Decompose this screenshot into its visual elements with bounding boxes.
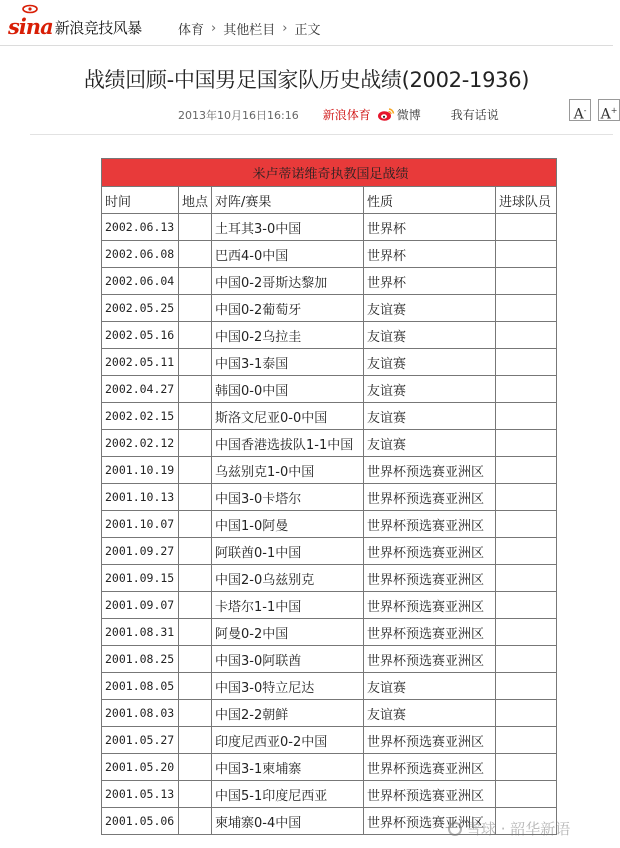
results-table [101, 158, 557, 835]
table-row [102, 430, 557, 457]
font-increase-button[interactable]: A+ [598, 99, 620, 121]
match-cell: 土耳其3-0中国 [212, 214, 364, 241]
type-cell: 世界杯预选赛亚洲区 [364, 754, 496, 781]
date-cell: 2001.08.25 [102, 646, 179, 673]
date-cell: 2001.09.07 [102, 592, 179, 619]
venue-cell [179, 295, 212, 322]
table-row [102, 565, 557, 592]
match-cell: 中国3-0卡塔尔 [212, 484, 364, 511]
date-cell: 2001.08.31 [102, 619, 179, 646]
type-cell: 世界杯 [364, 268, 496, 295]
header-divider [0, 45, 613, 46]
table-row [102, 538, 557, 565]
table-row [102, 268, 557, 295]
date-cell: 2002.02.15 [102, 403, 179, 430]
match-cell: 中国1-0阿曼 [212, 511, 364, 538]
type-cell: 世界杯预选赛亚洲区 [364, 646, 496, 673]
header-date: 时间 [102, 187, 179, 214]
match-cell: 中国2-0乌兹别克 [212, 565, 364, 592]
match-cell: 中国2-2朝鲜 [212, 700, 364, 727]
match-cell: 乌兹别克1-0中国 [212, 457, 364, 484]
scorers-cell [496, 727, 557, 754]
venue-cell [179, 700, 212, 727]
source-link[interactable]: 新浪体育 [322, 108, 371, 122]
table-row [102, 754, 557, 781]
breadcrumb-item-article: 正文 [294, 23, 321, 38]
match-cell: 斯洛文尼亚0-0中国 [212, 403, 364, 430]
date-cell: 2001.05.13 [102, 781, 179, 808]
scorers-cell [496, 214, 557, 241]
match-cell: 巴西4-0中国 [212, 241, 364, 268]
match-cell: 柬埔寨0-4中国 [212, 808, 364, 835]
table-row [102, 403, 557, 430]
scorers-cell [496, 592, 557, 619]
match-cell: 中国0-2葡萄牙 [212, 295, 364, 322]
table-row [102, 376, 557, 403]
header-type: 性质 [364, 187, 496, 214]
date-cell: 2002.06.08 [102, 241, 179, 268]
date-cell: 2001.05.06 [102, 808, 179, 835]
weibo-icon [377, 107, 395, 122]
type-cell: 世界杯预选赛亚洲区 [364, 484, 496, 511]
table-row [102, 214, 557, 241]
scorers-cell [496, 700, 557, 727]
venue-cell [179, 457, 212, 484]
type-cell: 世界杯预选赛亚洲区 [364, 565, 496, 592]
date-cell: 2002.05.25 [102, 295, 179, 322]
scorers-cell [496, 565, 557, 592]
table-row [102, 484, 557, 511]
scorers-cell [496, 538, 557, 565]
table-row [102, 295, 557, 322]
table-header-row [102, 187, 557, 214]
scorers-cell [496, 511, 557, 538]
venue-cell [179, 754, 212, 781]
type-cell: 世界杯预选赛亚洲区 [364, 727, 496, 754]
chevron-right-icon: › [282, 21, 288, 36]
venue-cell [179, 781, 212, 808]
match-cell: 中国0-2乌拉圭 [212, 322, 364, 349]
match-cell: 韩国0-0中国 [212, 376, 364, 403]
table-row [102, 727, 557, 754]
watermark [448, 818, 570, 839]
weibo-label: 微博 [396, 108, 421, 122]
date-cell: 2002.06.04 [102, 268, 179, 295]
match-cell: 卡塔尔1-1中国 [212, 592, 364, 619]
type-cell: 友谊赛 [364, 322, 496, 349]
date-cell: 2002.06.13 [102, 214, 179, 241]
date-cell: 2002.02.12 [102, 430, 179, 457]
scorers-cell [496, 322, 557, 349]
venue-cell [179, 808, 212, 835]
venue-cell [179, 268, 212, 295]
weibo-link[interactable] [377, 106, 421, 123]
venue-cell [179, 511, 212, 538]
type-cell: 友谊赛 [364, 403, 496, 430]
venue-cell [179, 592, 212, 619]
meta-divider [30, 134, 613, 135]
match-cell: 中国3-0特立尼达 [212, 673, 364, 700]
date-cell: 2002.05.16 [102, 322, 179, 349]
header-venue: 地点 [179, 187, 212, 214]
type-cell: 世界杯预选赛亚洲区 [364, 808, 496, 835]
scorers-cell [496, 268, 557, 295]
scorers-cell [496, 754, 557, 781]
table-row [102, 592, 557, 619]
scorers-cell [496, 430, 557, 457]
scorers-cell [496, 781, 557, 808]
table-row [102, 511, 557, 538]
match-cell: 印度尼西亚0-2中国 [212, 727, 364, 754]
font-decrease-label: A [573, 106, 584, 123]
date-cell: 2001.08.05 [102, 673, 179, 700]
date-cell: 2001.05.27 [102, 727, 179, 754]
font-decrease-button[interactable]: A- [569, 99, 591, 121]
header-scorers: 进球队员 [496, 187, 557, 214]
match-cell: 中国0-2哥斯达黎加 [212, 268, 364, 295]
type-cell: 世界杯预选赛亚洲区 [364, 592, 496, 619]
scorers-cell [496, 646, 557, 673]
scorers-cell [496, 241, 557, 268]
venue-cell [179, 214, 212, 241]
venue-cell [179, 349, 212, 376]
date-cell: 2001.09.15 [102, 565, 179, 592]
table-row [102, 673, 557, 700]
table-caption: 米卢蒂诺维奇执教国足战绩 [102, 159, 557, 187]
venue-cell [179, 430, 212, 457]
date-cell: 2001.10.07 [102, 511, 179, 538]
article-title: 战绩回顾-中国男足国家队历史战绩(2002-1936) [83, 68, 530, 92]
comment-link[interactable]: 我有话说 [450, 108, 499, 122]
table-row [102, 619, 557, 646]
table-row [102, 349, 557, 376]
breadcrumb [178, 19, 320, 38]
scorers-cell [496, 295, 557, 322]
logo-channel-name: 新浪竞技风暴 [54, 19, 142, 37]
date-cell: 2001.09.27 [102, 538, 179, 565]
type-cell: 世界杯预选赛亚洲区 [364, 511, 496, 538]
scorers-cell [496, 457, 557, 484]
header-match: 对阵/赛果 [212, 187, 364, 214]
scorers-cell [496, 673, 557, 700]
table-row [102, 646, 557, 673]
table-row [102, 241, 557, 268]
match-cell: 中国5-1印度尼西亚 [212, 781, 364, 808]
venue-cell [179, 538, 212, 565]
table-row [102, 322, 557, 349]
table-row [102, 457, 557, 484]
venue-cell [179, 241, 212, 268]
venue-cell [179, 673, 212, 700]
date-cell: 2002.05.11 [102, 349, 179, 376]
type-cell: 友谊赛 [364, 295, 496, 322]
venue-cell [179, 565, 212, 592]
type-cell: 友谊赛 [364, 700, 496, 727]
breadcrumb-item-sports[interactable]: 体育 [178, 23, 205, 38]
logo-sina-text: sina [8, 14, 53, 39]
font-increase-label: A [600, 106, 611, 123]
type-cell: 友谊赛 [364, 673, 496, 700]
sina-eye-icon [22, 4, 38, 13]
venue-cell [179, 322, 212, 349]
sina-logo[interactable] [8, 12, 142, 38]
scorers-cell [496, 619, 557, 646]
match-cell: 中国3-1泰国 [212, 349, 364, 376]
scorers-cell [496, 403, 557, 430]
match-cell: 中国3-0阿联酋 [212, 646, 364, 673]
venue-cell [179, 403, 212, 430]
type-cell: 世界杯预选赛亚洲区 [364, 619, 496, 646]
breadcrumb-item-other[interactable]: 其他栏目 [223, 23, 276, 38]
type-cell: 世界杯 [364, 214, 496, 241]
match-cell: 中国香港选拔队1-1中国 [212, 430, 364, 457]
match-cell: 阿曼0-2中国 [212, 619, 364, 646]
type-cell: 世界杯 [364, 241, 496, 268]
venue-cell [179, 727, 212, 754]
article-meta [178, 106, 499, 123]
chevron-right-icon: › [211, 21, 217, 36]
scorers-cell [496, 484, 557, 511]
type-cell: 世界杯预选赛亚洲区 [364, 781, 496, 808]
type-cell: 友谊赛 [364, 376, 496, 403]
table-row [102, 700, 557, 727]
date-cell: 2001.08.03 [102, 700, 179, 727]
type-cell: 友谊赛 [364, 430, 496, 457]
xueqiu-logo-icon [448, 822, 462, 836]
venue-cell [179, 484, 212, 511]
match-cell: 阿联酋0-1中国 [212, 538, 364, 565]
watermark-text: 雪球 · 韶华新语 [466, 820, 571, 838]
venue-cell [179, 376, 212, 403]
date-cell: 2001.05.20 [102, 754, 179, 781]
match-cell: 中国3-1柬埔寨 [212, 754, 364, 781]
date-cell: 2002.04.27 [102, 376, 179, 403]
scorers-cell [496, 376, 557, 403]
type-cell: 世界杯预选赛亚洲区 [364, 457, 496, 484]
date-cell: 2001.10.19 [102, 457, 179, 484]
type-cell: 友谊赛 [364, 349, 496, 376]
top-bar [0, 0, 613, 46]
date-cell: 2001.10.13 [102, 484, 179, 511]
venue-cell [179, 619, 212, 646]
venue-cell [179, 646, 212, 673]
table-row [102, 781, 557, 808]
publish-time: 2013年10月16日16:16 [178, 108, 299, 122]
type-cell: 世界杯预选赛亚洲区 [364, 538, 496, 565]
scorers-cell [496, 349, 557, 376]
